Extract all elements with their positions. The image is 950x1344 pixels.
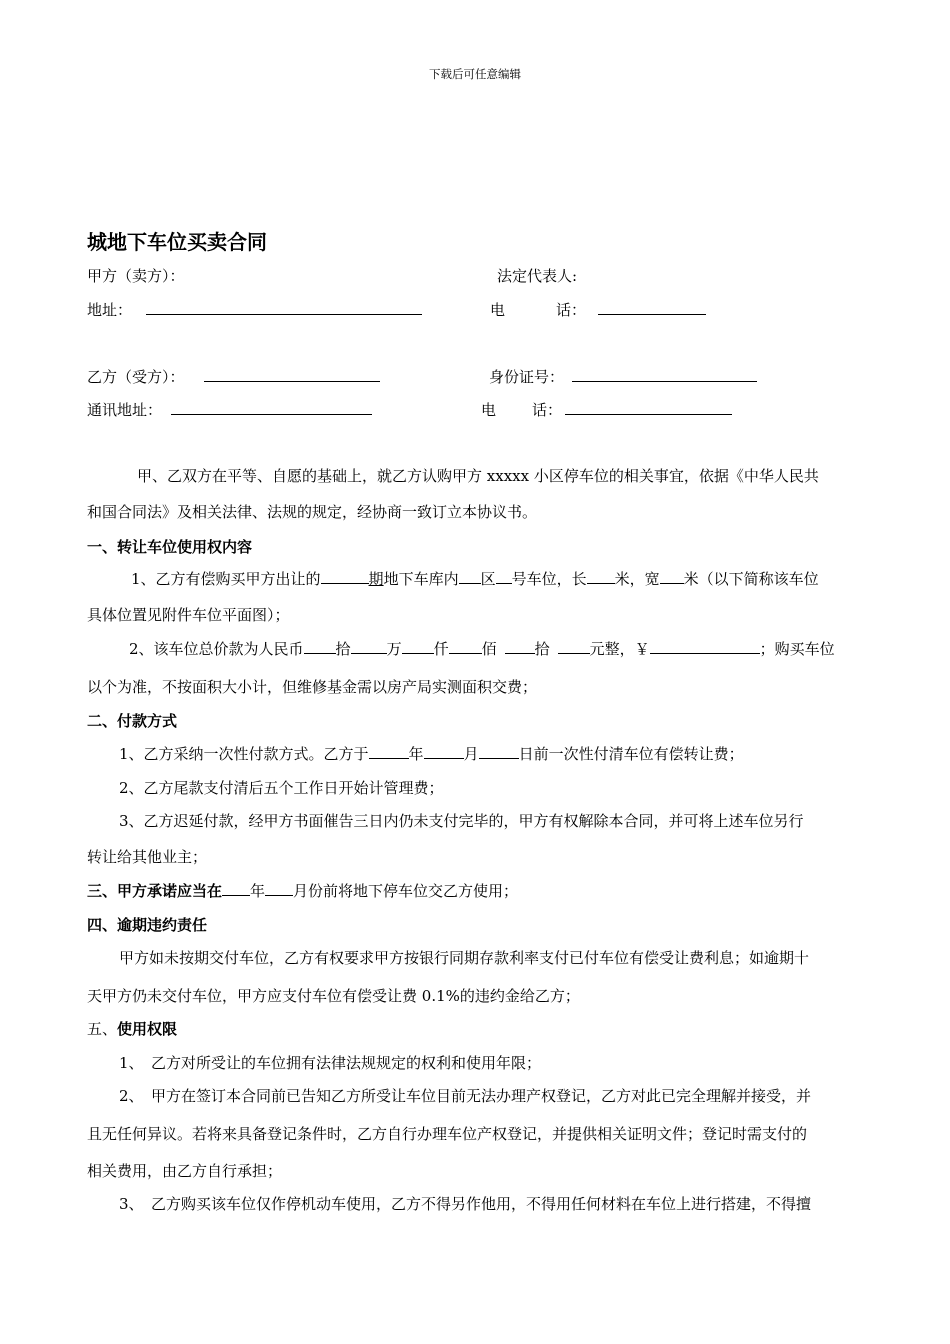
s1-price-blank-5[interactable] <box>505 639 535 654</box>
s1-item2-text-d: 仟 <box>433 640 449 658</box>
s1-zone-blank[interactable] <box>459 569 481 584</box>
s1-item2-text-c: 万 <box>386 640 402 658</box>
section-5-item-2-line-3: 相关费用，由乙方自行承担； <box>87 1162 283 1180</box>
s1-price-blank-4[interactable] <box>449 639 482 654</box>
document-title: 城地下车位买卖合同 <box>87 230 267 254</box>
party-b-name-field[interactable] <box>204 381 380 382</box>
s5-heading-number: 五、 <box>87 1020 118 1038</box>
section-2-heading: 二、付款方式 <box>87 712 178 730</box>
section-1-heading: 一、转让车位使用权内容 <box>87 538 253 556</box>
intro-line-2: 和国合同法》及相关法律、法规的规定，经协商一致订立本协议书。 <box>87 503 538 521</box>
section-2-item-3-line-2: 转让给其他业主； <box>87 848 208 866</box>
section-1-item-2 <box>129 638 835 659</box>
section-5-heading <box>87 1018 177 1039</box>
s1-price-blank-3[interactable] <box>402 639 434 654</box>
s1-price-blank-6[interactable] <box>558 639 590 654</box>
s2-month-blank[interactable] <box>424 744 464 759</box>
party-b-id-label: 身份证号： <box>489 368 565 386</box>
s1-item2-text-b: 拾 <box>335 640 351 658</box>
party-b-address-field[interactable] <box>171 414 372 415</box>
s1-width-blank[interactable] <box>660 569 684 584</box>
section-4-line-1: 甲方如未按期交付车位，乙方有权要求甲方按银行同期存款利率支付已付车位有偿受让费利息；如逾期十 <box>119 949 810 967</box>
party-b-label: 乙方（受方）： <box>87 368 185 386</box>
section-1-item-2-line-2: 以个为准，不按面积大小计，但维修基金需以房产局实测面积交费； <box>87 678 538 696</box>
s1-item1-text-b: 期 <box>368 570 384 588</box>
party-a-label: 甲方（卖方）： <box>87 267 185 285</box>
section-1-item-1-line-2: 具体位置见附件车位平面图）； <box>87 606 290 624</box>
s1-item1-text-c: 地下车库内 <box>383 570 459 588</box>
section-2-item-3: 3、乙方迟延付款，经甲方书面催告三日内仍未支付完毕的，甲方有权解除本合同，并可将上述车位另行 <box>119 812 804 830</box>
party-b-phone-label-1: 电 <box>481 401 497 419</box>
section-5-item-3: 3、 乙方购买该车位仅作停机动车使用，乙方不得另作他用，不得用任何材料在车位上进行搭建，不得擅 <box>119 1195 812 1213</box>
s1-length-blank[interactable] <box>587 569 615 584</box>
s1-spot-number-blank[interactable] <box>496 569 512 584</box>
party-a-address-label: 地址： <box>87 301 133 319</box>
section-5-item-2-line-2: 且无任何异议。若将来具备登记条件时，乙方自行办理车位产权登记，并提供相关证明文件；登记时需支付的 <box>87 1125 808 1143</box>
party-a-phone-label-2: 话： <box>556 301 587 319</box>
s2-year-blank[interactable] <box>369 744 409 759</box>
s2-day-blank[interactable] <box>479 744 519 759</box>
s1-item2-text-g: 元整，￥ <box>589 640 650 658</box>
s1-item2-text-e: 佰 <box>481 640 497 658</box>
s1-price-blank-1[interactable] <box>304 639 336 654</box>
section-5-item-1: 1、 乙方对所受让的车位拥有法律法规规定的权利和使用年限； <box>119 1054 542 1072</box>
party-a-phone-label-1: 电 <box>490 301 506 319</box>
section-2-item-2: 2、乙方尾款支付清后五个工作日开始计管理费； <box>119 779 444 797</box>
intro-line-1: 甲、乙双方在平等、自愿的基础上，就乙方认购甲方 xxxxx 小区停车位的相关事宜，依据《中华人民共 <box>137 467 819 485</box>
s1-item1-text-f: 米，宽 <box>614 570 660 588</box>
s2-item1-text-d: 日前一次性付清车位有偿转让费； <box>518 745 744 763</box>
party-a-rep-label: 法定代表人: <box>497 267 578 285</box>
s1-price-blank-2[interactable] <box>351 639 387 654</box>
section-3 <box>87 880 518 901</box>
s2-item1-text-a: 1、乙方采纳一次性付款方式。乙方于 <box>119 745 369 763</box>
party-b-address-label: 通讯地址： <box>87 401 163 419</box>
party-b-phone-field[interactable] <box>565 414 732 415</box>
s1-item1-text-d: 区 <box>480 570 496 588</box>
party-b-phone-label-2: 话： <box>532 401 563 419</box>
s3-month-blank[interactable] <box>265 881 293 896</box>
section-1-item-1 <box>131 568 819 589</box>
party-b-id-field[interactable] <box>572 381 757 382</box>
party-a-phone-field[interactable] <box>598 314 706 315</box>
s1-item1-text-e: 号车位，长 <box>511 570 587 588</box>
s3-text-a: 三、甲方承诺应当在 <box>87 882 223 900</box>
s1-item2-text-a: 2、该车位总价款为人民币 <box>129 640 304 658</box>
s2-item1-text-b: 年 <box>408 745 424 763</box>
s1-item2-text-f: 拾 <box>534 640 550 658</box>
section-4-heading: 四、逾期违约责任 <box>87 916 208 934</box>
section-4-line-2: 天甲方仍未交付车位，甲方应支付车位有偿受让费 0.1%的违约金给乙方； <box>87 987 580 1005</box>
s1-item1-text-g: 米（以下简称该车位 <box>683 570 819 588</box>
s1-item1-text-a: 1、乙方有偿购买甲方出让的 <box>131 570 321 588</box>
s1-price-amount-blank[interactable] <box>650 639 760 654</box>
party-a-address-field[interactable] <box>146 314 422 315</box>
s3-text-c: 月份前将地下停车位交乙方使用； <box>293 882 519 900</box>
page-header-note: 下载后可任意编辑 <box>429 67 521 81</box>
s1-phase-blank[interactable] <box>321 569 369 584</box>
section-5-item-2: 2、 甲方在签订本合同前已告知乙方所受让车位目前无法办理产权登记，乙方对此已完全理解并接受，并 <box>119 1087 812 1105</box>
s5-heading-text: 使用权限 <box>117 1020 178 1038</box>
section-2-item-1 <box>119 743 744 764</box>
s2-item1-text-c: 月 <box>463 745 479 763</box>
s3-year-blank[interactable] <box>222 881 250 896</box>
s1-item2-text-h: ；购买车位 <box>759 640 835 658</box>
s3-text-b: 年 <box>250 882 266 900</box>
